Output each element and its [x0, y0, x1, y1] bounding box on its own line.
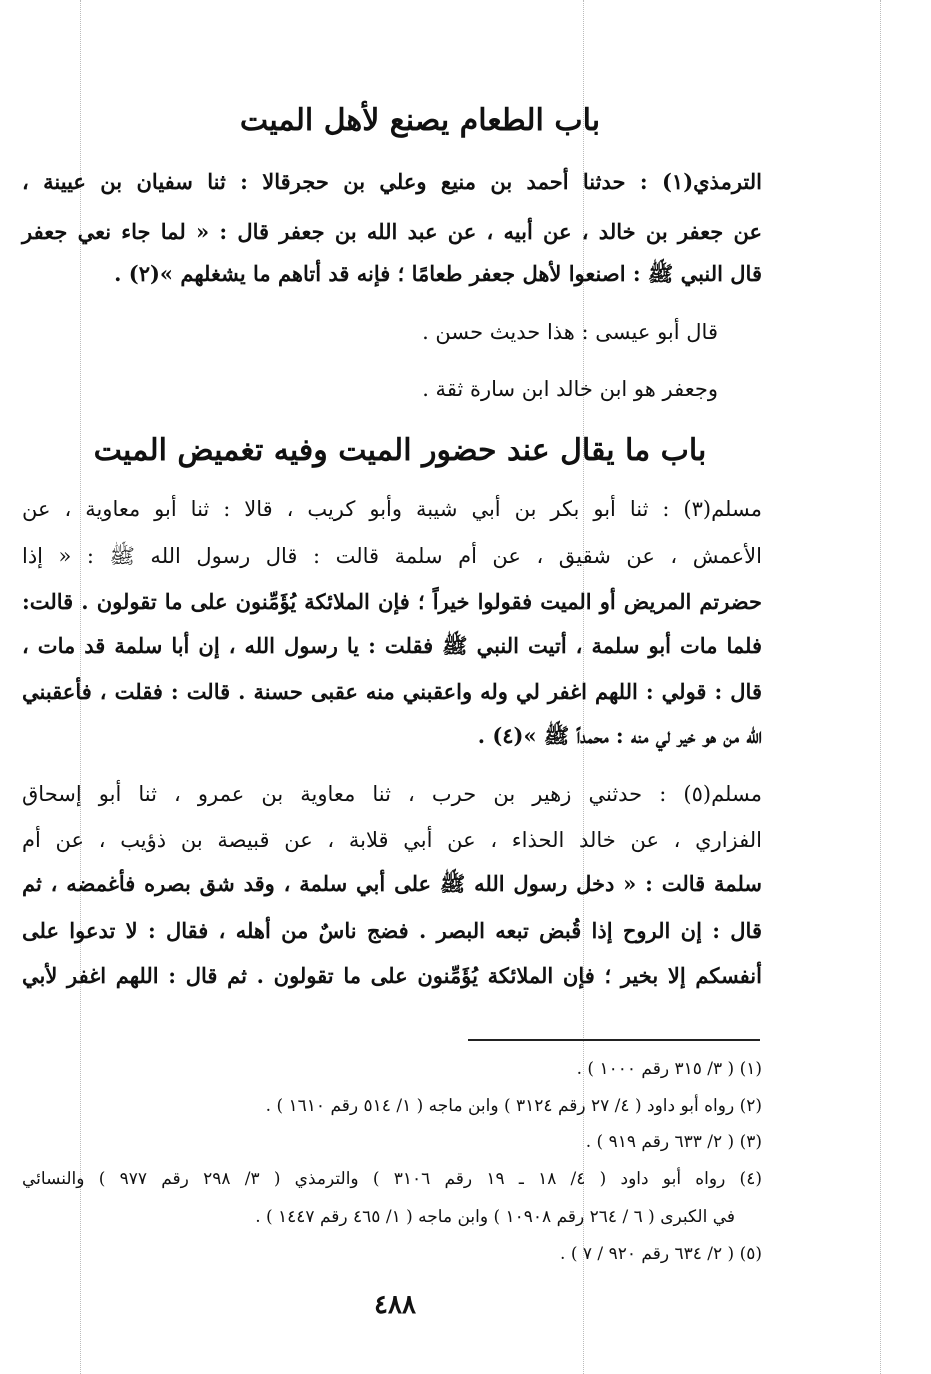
section-title-food-for-family: باب الطعام يصنع لأهل الميت: [239, 103, 601, 138]
scan-guide-right: [880, 0, 881, 1374]
footnote: (٣) ( ٢/ ٦٣٣ رقم ٩١٩ ) .: [585, 1132, 762, 1152]
footnote: (٢) رواه أبو داود ( ٤/ ٢٧ رقم ٣١٢٤ ) وابن ماجه ( ١/ ٥١٤ رقم ١٦١٠ ) .: [265, 1096, 762, 1116]
body-line: سلمة قالت : « دخل رسول الله ﷺ على أبي سلمة ، وقد شق بصره فأغمضه ، ثم: [22, 871, 762, 896]
footnote: (١) ( ٣/ ٣١٥ رقم ١٠٠٠ ) .: [576, 1059, 762, 1079]
body-line: الله من هو خير لي منه : محمداً ﷺ »(٤) .: [477, 723, 762, 748]
body-line: أنفسكم إلا بخير ؛ فإن الملائكة يُؤَمِّنون على ما تقولون . ثم قال : اللهم اغفر لأبي: [22, 963, 762, 988]
footnote-separator: [468, 1039, 760, 1041]
section-title-at-death: باب ما يقال عند حضور الميت وفيه تغميض الميت: [93, 433, 707, 468]
body-line: قال النبي ﷺ : اصنعوا لأهل جعفر طعامًا ؛ فإنه قد أتاهم ما يشغلهم »(٢) .: [114, 261, 762, 286]
body-line: حضرتم المريض أو الميت فقولوا خيراً ؛ فإن الملائكة يُؤَمِّنون على ما تقولون . قالت:: [22, 589, 762, 614]
body-line: مسلم(٣) : ثنا أبو بكر بن أبي شيبة وأبو كريب ، قالا : ثنا أبو معاوية ، عن: [22, 497, 762, 521]
body-line: الأعمش ، عن شقيق ، عن أم سلمة قالت : قال رسول الله ﷺ : « إذا: [22, 544, 762, 568]
body-line: وجعفر هو ابن خالد ابن سارة ثقة .: [422, 377, 718, 401]
footnote: (٥) ( ٢/ ٦٣٤ رقم ٩٢٠ / ٧ ) .: [560, 1244, 762, 1264]
body-line: مسلم(٥) : حدثني زهير بن حرب ، ثنا معاوية بن عمرو ، ثنا أبو إسحاق: [22, 782, 762, 806]
body-line: قال : إن الروح إذا قُبض تبعه البصر . فضج ناسٌ من أهله ، فقال : لا تدعوا على: [22, 918, 762, 943]
body-line: قال : قولي : اللهم اغفر لي وله واعقبني منه عقبى حسنة . قالت : فقلت ، فأعقبني: [22, 679, 762, 704]
footnote: (٤) رواه أبو داود ( ٤/ ١٨ ـ ١٩ رقم ٣١٠٦ ) والترمذي ( ٣/ ٢٩٨ رقم ٩٧٧ ) والنسائي: [22, 1169, 762, 1189]
body-line: الترمذي(١) : حدثنا أحمد بن منيع وعلي بن حجرقالا : ثنا سفيان بن عيينة ،: [22, 169, 762, 194]
body-line: الفزاري ، عن خالد الحذاء ، عن أبي قلابة ، عن قبيصة بن ذؤيب ، عن أم: [22, 828, 762, 852]
body-line: فلما مات أبو سلمة ، أتيت النبي ﷺ فقلت : يا رسول الله ، إن أبا سلمة قد مات ،: [22, 633, 762, 658]
body-line: عن جعفر بن خالد ، عن أبيه ، عن عبد الله بن جعفر قال : « لما جاء نعي جعفر: [22, 219, 762, 244]
page-number: ٤٨٨: [374, 1290, 416, 1320]
footnote: في الكبرى ( ٦ / ٢٦٤ رقم ١٠٩٠٨ ) وابن ماجه ( ١/ ٤٦٥ رقم ١٤٤٧ ) .: [255, 1207, 735, 1227]
body-line: قال أبو عيسى : هذا حديث حسن .: [422, 320, 718, 344]
